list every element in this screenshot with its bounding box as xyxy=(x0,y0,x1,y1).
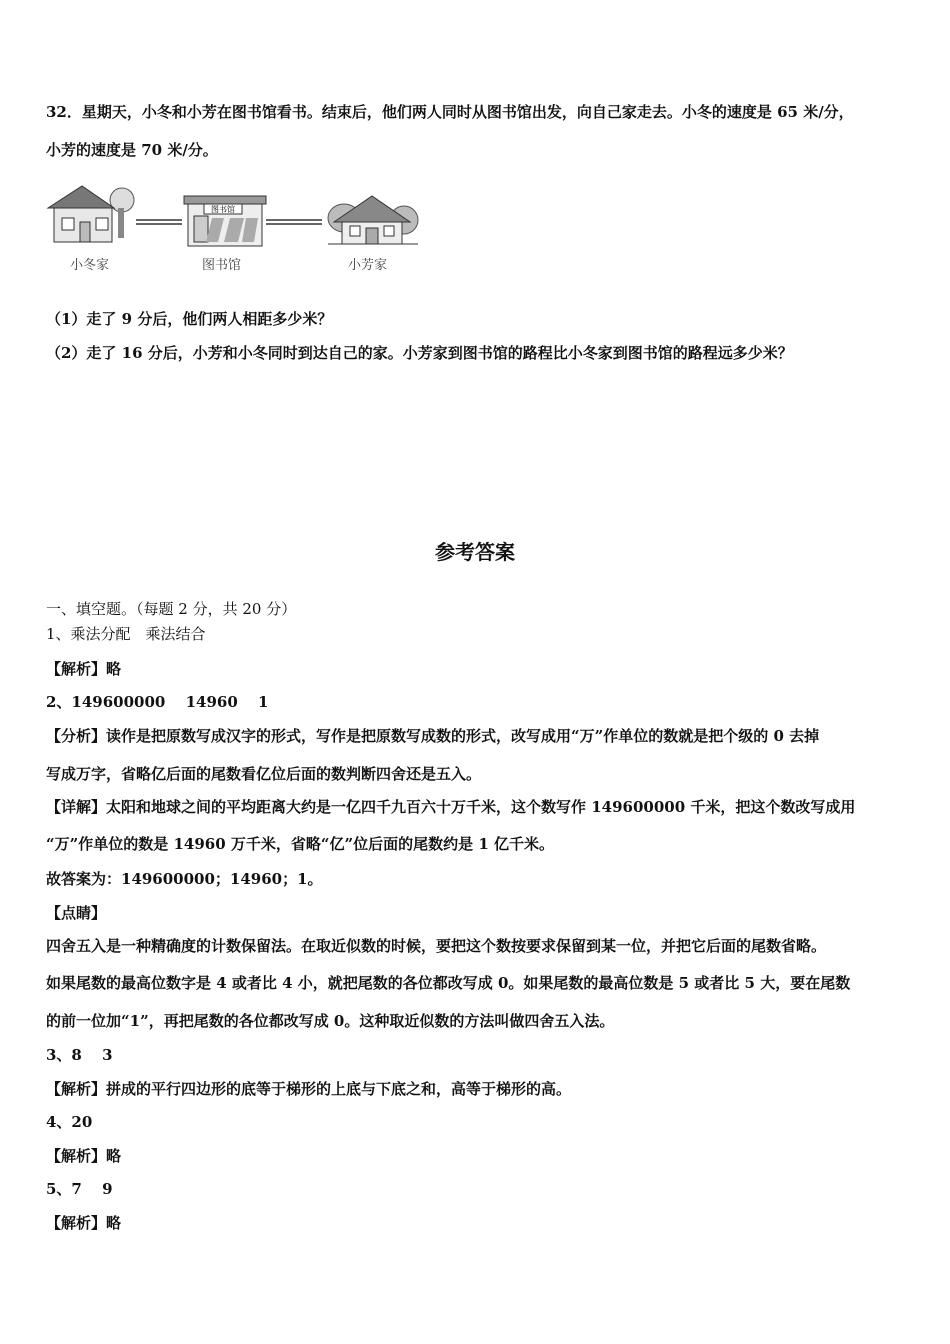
library-icon xyxy=(184,196,266,246)
sub-question-1: （1）走了 9 分后，他们两人相距多少米？ xyxy=(46,310,333,328)
answer-line: 【解析】略 xyxy=(46,1147,122,1165)
answer-line: 【详解】太阳和地球之间的平均距离大约是一亿四千九百六十万千米，这个数写作 149600000 千米，把这个数改写成用 xyxy=(46,798,856,816)
sub-question-2: （2）走了 16 分后，小芳和小冬同时到达自己的家。小芳家到图书馆的路程比小冬家到图书馆的路程远多少米？ xyxy=(46,344,793,362)
answer-line: 【分析】读作是把原数写成汉字的形式，写作是把原数写成数的形式，改写成用“万”作单位的数就是把个级的 0 去掉 xyxy=(46,727,820,745)
answer-line: “万”作单位的数是 14960 万千米，省略“亿”位后面的尾数约是 1 亿千米。 xyxy=(46,835,555,853)
route-diagram xyxy=(44,178,424,250)
question-32-line-2: 小芳的速度是 70 米/分。 xyxy=(46,141,218,159)
answer-line: 4、20 xyxy=(46,1113,93,1131)
label-xiaofang-home: 小芳家 xyxy=(348,258,388,273)
answer-line: 写成万字，省略亿后面的尾数看亿位后面的数判断四舍还是五入。 xyxy=(46,765,482,783)
answer-line: 【解析】略 xyxy=(46,660,122,678)
answer-line: 故答案为：149600000；14960；1。 xyxy=(46,870,323,888)
xiaofang-house-icon xyxy=(328,196,418,244)
answer-line: 5、7 9 xyxy=(46,1180,113,1198)
answer-line: 四舍五入是一种精确度的计数保留法。在取近似数的时候，要把这个数按要求保留到某一位，并把它后面的尾数省略。 xyxy=(46,937,827,955)
answer-line: 2、149600000 14960 1 xyxy=(46,693,269,711)
xiaodong-house-icon xyxy=(48,186,134,242)
answer-line: 3、8 3 xyxy=(46,1046,113,1064)
answer-line: 如果尾数的最高位数字是 4 或者比 4 小，就把尾数的各位都改写成 0。如果尾数的最高位数是 5 或者比 5 大，要在尾数 xyxy=(46,974,851,992)
answer-line: 【解析】拼成的平行四边形的底等于梯形的上底与下底之和，高等于梯形的高。 xyxy=(46,1080,572,1098)
library-sign-text: 图书馆 xyxy=(211,205,235,214)
route-illustration xyxy=(44,178,424,274)
label-library: 图书馆 xyxy=(202,258,242,273)
answer-line: 【解析】略 xyxy=(46,1214,122,1232)
answers-title: 参考答案 xyxy=(435,540,515,564)
answer-line: 【点睛】 xyxy=(46,904,107,922)
question-32-line-1: 32．星期天，小冬和小芳在图书馆看书。结束后，他们两人同时从图书馆出发，向自己家走去。小冬的速度是 65 米/分， xyxy=(46,103,854,121)
section-heading: 一、填空题。（每题 2 分，共 20 分） xyxy=(46,600,297,618)
label-xiaodong-home: 小冬家 xyxy=(70,258,110,273)
answer-line: 的前一位加“1”，再把尾数的各位都改写成 0。这种取近似数的方法叫做四舍五入法。 xyxy=(46,1012,615,1030)
answer-line: 1、乘法分配 乘法结合 xyxy=(46,625,206,643)
